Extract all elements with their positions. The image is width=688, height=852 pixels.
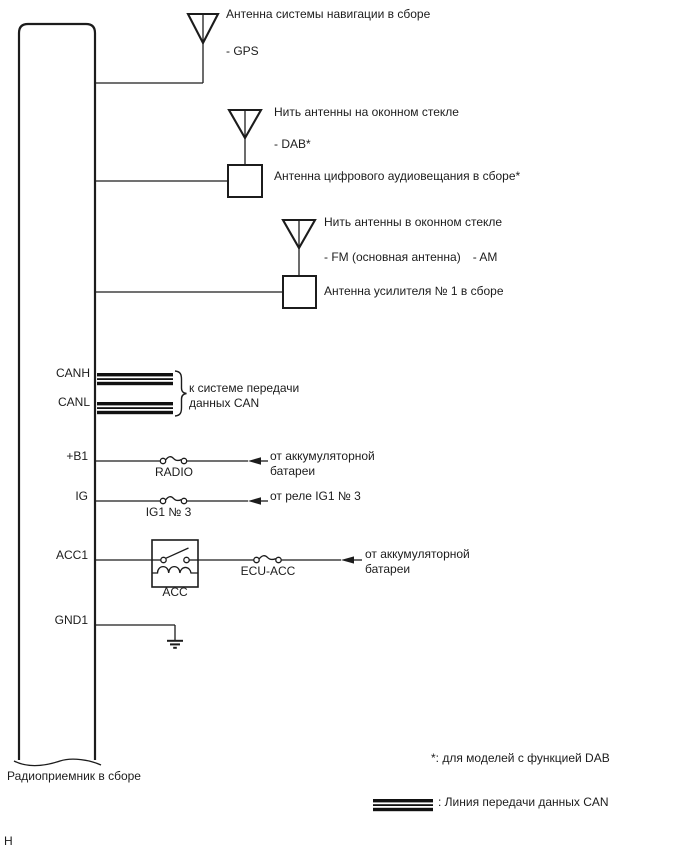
can-destination-line1: к системе передачи [189, 381, 300, 395]
am-band-label: - AM [472, 250, 498, 264]
fm-assembly-label: Антенна усилителя № 1 в сборе [324, 284, 504, 298]
pin-gnd1: GND1 [54, 613, 88, 627]
dab-footnote: *: для моделей с функцией DAB [431, 751, 610, 765]
b1-source-line2: батареи [270, 464, 316, 478]
page-marker: Н [4, 834, 13, 848]
acc-direction-arrow-icon [341, 556, 354, 563]
fm-am-antenna-icon [95, 220, 316, 308]
ecu-acc-fuse-label: ECU-ACC [240, 564, 296, 578]
gps-antenna-title: Антенна системы навигации в сборе [226, 7, 431, 21]
gps-band-label: - GPS [226, 44, 259, 58]
dab-amplifier-box [228, 165, 262, 197]
relay-coil [152, 567, 198, 573]
ig1-fuse-label: IG1 № 3 [145, 505, 192, 519]
radio-fuse-icon [160, 457, 186, 464]
acc-circuit [95, 540, 362, 587]
can-destination-line2: данных CAN [189, 395, 260, 410]
pin-acc1: ACC1 [55, 548, 88, 562]
dab-assembly-label: Антенна цифрового аудиовещания в сборе* [274, 169, 521, 183]
gps-antenna-icon [95, 14, 218, 83]
can-legend-lines [373, 799, 433, 811]
ig1-fuse-icon [160, 497, 186, 504]
b1-source-line1: от аккумуляторной [270, 449, 375, 463]
acc-relay-label: ACC [162, 585, 188, 599]
main-unit-label: Радиоприемник в сборе [7, 769, 141, 783]
can-bus-lines [97, 373, 173, 414]
fm-band-label: - FM (основная антенна) [324, 250, 461, 264]
fm-amplifier-box [283, 276, 316, 308]
b1-direction-arrow-icon [248, 457, 261, 464]
ig-source-label: от реле IG1 № 3 [270, 489, 361, 503]
b1-source-label [270, 449, 375, 479]
acc-relay-icon [152, 540, 198, 587]
pin-canh: CANH [55, 366, 90, 380]
ecu-acc-fuse-icon [254, 556, 281, 563]
ig-direction-arrow-icon [248, 497, 261, 504]
fm-am-band-labels [324, 251, 497, 264]
can-legend-label: : Линия передачи данных CAN [438, 795, 609, 809]
acc-source-label [365, 547, 470, 577]
fm-antenna-title: Нить антенны в оконном стекле [324, 215, 503, 229]
ground-icon [167, 641, 183, 648]
pin-b1: +B1 [66, 449, 88, 463]
acc-source-line2: батареи [365, 562, 411, 576]
pin-canl: CANL [57, 395, 90, 409]
acc-source-line1: от аккумуляторной [365, 547, 470, 561]
ground-circuit [95, 625, 183, 648]
ig-circuit [95, 497, 268, 505]
radio-fuse-label: RADIO [154, 465, 193, 479]
can-destination-label [189, 381, 299, 410]
can-brace [175, 371, 187, 416]
dab-band-label: - DAB* [274, 137, 311, 151]
dab-antenna-icon [95, 110, 262, 197]
torn-edge-wave [14, 759, 101, 765]
b1-circuit [95, 457, 268, 465]
pin-ig: IG [75, 489, 88, 503]
dab-antenna-title: Нить антенны на оконном стекле [274, 105, 459, 119]
